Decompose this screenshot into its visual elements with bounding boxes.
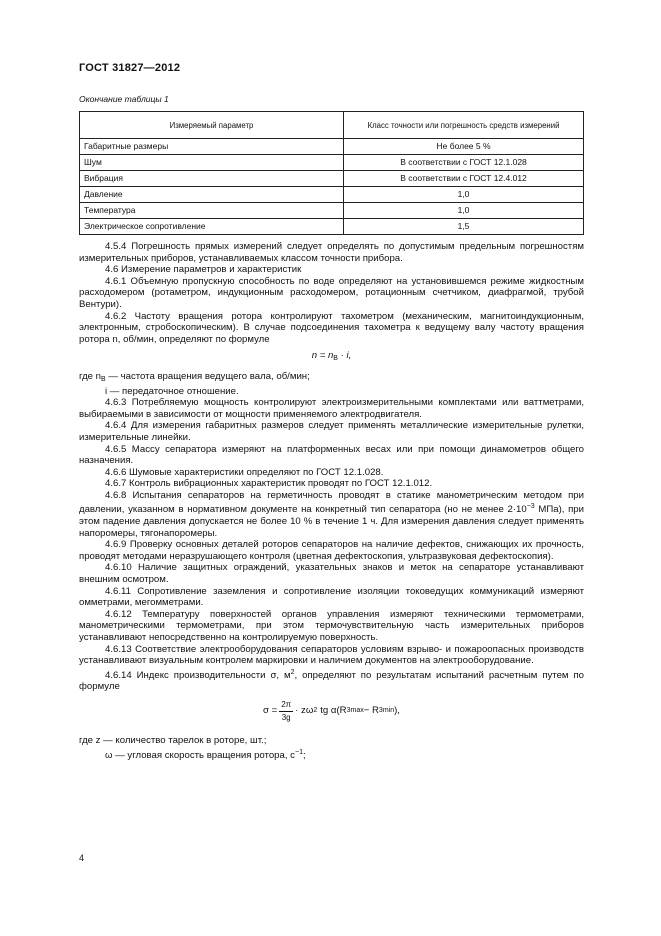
table-cell-accuracy: 1,5: [344, 219, 584, 235]
paragraph-4-6-3: 4.6.3 Потребляемую мощность контролируют электроизмерительными комплектами или ваттметрами, выбираемыми в зависимости от мощности применяемого электродвигателя.: [79, 397, 584, 420]
table-cell-parameter: Габаритные размеры: [80, 139, 344, 155]
paragraph-4-6-9: 4.6.9 Проверку основных деталей роторов сепараторов на наличие дефектов, снижающих их прочность, проводят методами неразрушающего контроля (цветная дефектоскопия, ультразвуковая дефектоскопия).: [79, 539, 584, 562]
table-row: [80, 219, 584, 235]
formula-rotation-speed: [79, 350, 584, 365]
paragraph-4-6-5: 4.6.5 Массу сепаратора измеряют на платформенных весах или при помощи динамометров общего назначения.: [79, 443, 584, 467]
formula-fraction: [279, 699, 293, 723]
table-row: [80, 203, 584, 219]
page-number: 4: [79, 853, 85, 863]
table-cell-parameter: Шум: [80, 155, 344, 171]
paragraph-text: , определяют по результатам испытаний расчетным путем по формуле: [79, 669, 584, 693]
formula-text: n = n: [311, 350, 334, 362]
table-cell-parameter: Электрическое сопротивление: [80, 219, 344, 235]
formula-performance-index: [79, 699, 584, 723]
formula-subscript: max: [350, 707, 364, 715]
paragraph-4-6-4: 4.6.4 Для измерения габаритных размеров следует применять металлические измерительные рулетки, измерительные линейки.: [79, 420, 584, 443]
formula-legend: i — передаточное отношение.: [105, 385, 239, 397]
table-cell-accuracy: Не более 5 %: [344, 139, 584, 155]
fraction-numerator: 2π: [279, 699, 293, 712]
paragraph-text: 4.6.14 Индекс производительности σ, м: [105, 669, 291, 681]
table-header-accuracy: Класс точности или погрешность средств измерений: [344, 112, 584, 139]
superscript: 2: [290, 668, 295, 676]
table-row: [80, 187, 584, 203]
formula-superscript: 2: [313, 707, 318, 715]
document-header: ГОСТ 31827—2012: [79, 62, 181, 74]
paragraph-4-6-8: [79, 490, 584, 539]
legend-subscript: В: [101, 375, 106, 383]
table-cell-parameter: Давление: [80, 187, 344, 203]
table-cell-parameter: Температура: [80, 203, 344, 219]
formula-subscript: min: [382, 707, 395, 715]
table-caption: Окончание таблицы 1: [79, 94, 169, 104]
paragraph-4-6-12: 4.6.12 Температуру поверхностей органов управления измеряют техническими термометрами, манометрическими термометрами, при этом термочувствительную часть измерительных приборов устанавливают непосредственно на контролируемую поверхность.: [79, 608, 584, 643]
table-cell-parameter: Вибрация: [80, 171, 344, 187]
legend-superscript: −1: [294, 748, 303, 756]
paragraph-4-6-2: 4.6.2 Частоту вращения ротора контролируют тахометром (механическим, магнитоиндукционным, электронным, стробоскопическим). В случае подсоединения тахометра к ведущему валу частоту вращения ротора n, об/мин, определяют по формуле: [79, 310, 584, 345]
formula-term: − R: [363, 705, 379, 717]
section-heading-4-6: 4.6 Измерение параметров и характеристик: [105, 264, 302, 276]
paragraph-text: 4.6.8 Испытания сепараторов на герметичность проводят в статике манометрическим методом при давлении, указанном в нормативном документе на конкретный тип сепаратора (но не менее 2·10: [79, 489, 584, 516]
table-row: [80, 155, 584, 171]
legend-text: ;: [302, 749, 306, 761]
table-cell-accuracy: 1,0: [344, 187, 584, 203]
formula-superscript: 3: [378, 707, 383, 715]
legend-text: где n: [79, 370, 102, 382]
formula-text: · i,: [337, 350, 352, 362]
formula-term: · zω: [295, 705, 314, 717]
legend-text: — частота вращения ведущего вала, об/мин;: [105, 370, 310, 382]
paragraph-4-5-4: 4.5.4 Погрешность прямых измерений следует определять по допустимым предельным погрешностям измерительных приборов, устанавливаемых классом точности прибора.: [79, 241, 584, 264]
formula-subscript: В: [333, 355, 338, 363]
paragraph-4-6-1: 4.6.1 Объемную пропускную способность по воде определяют на установившемся режиме жидкостным расходомером (ротаметром, индукционным расходомером, ротационным счетчиком, диафрагмой, трубой Вентури).: [79, 275, 584, 310]
paragraph-4-6-7: 4.6.7 Контроль вибрационных характеристик проводят по ГОСТ 12.1.012.: [105, 478, 433, 490]
document-body: [79, 241, 584, 761]
paragraph-4-6-13: 4.6.13 Соответствие электрооборудования сепараторов условиям взрыво- и пожароопасных производств устанавливают визуальным контролем маркировки и наличием документов на электрооборудование.: [79, 643, 584, 667]
formula-term: ),: [394, 705, 400, 717]
parameters-table: [79, 111, 584, 235]
table-row: [80, 171, 584, 187]
formula-legend: [79, 371, 584, 386]
paragraph-4-6-6: 4.6.6 Шумовые характеристики определяют по ГОСТ 12.1.028.: [105, 466, 384, 478]
formula-lhs: σ =: [263, 705, 278, 717]
legend-text: ω — угловая скорость вращения ротора, с: [105, 749, 295, 761]
formula-term: tg α(R: [320, 705, 347, 717]
paragraph-text: МПа), при этом падение давления допускается не более 10 % в течение 1 ч. Для измерения давления следует применять напоромеры, тягонапоромеры.: [79, 504, 585, 539]
table-row: [80, 139, 584, 155]
formula-legend: где z — количество тарелок в роторе, шт.;: [79, 735, 267, 747]
table-cell-accuracy: 1,0: [344, 203, 584, 219]
formula-legend: [105, 747, 584, 762]
table-header-parameter: Измеряемый параметр: [80, 112, 344, 139]
paragraph-4-6-11: 4.6.11 Сопротивление заземления и сопротивление изоляции токоведущих коммуникаций измеряют омметрами, мегомметрами.: [79, 585, 584, 609]
fraction-denominator: 3g: [281, 712, 291, 722]
formula-superscript: 3: [346, 707, 351, 715]
table-cell-accuracy: В соответствии с ГОСТ 12.1.028: [344, 155, 584, 171]
superscript: −3: [526, 503, 535, 511]
table-header-row: [80, 112, 584, 139]
paragraph-4-6-10: 4.6.10 Наличие защитных ограждений, указательных знаков и меток на сепараторе устанавливают внешним осмотром.: [79, 562, 584, 586]
table-cell-accuracy: В соответствии с ГОСТ 12.4.012: [344, 171, 584, 187]
paragraph-4-6-14: [79, 667, 584, 693]
